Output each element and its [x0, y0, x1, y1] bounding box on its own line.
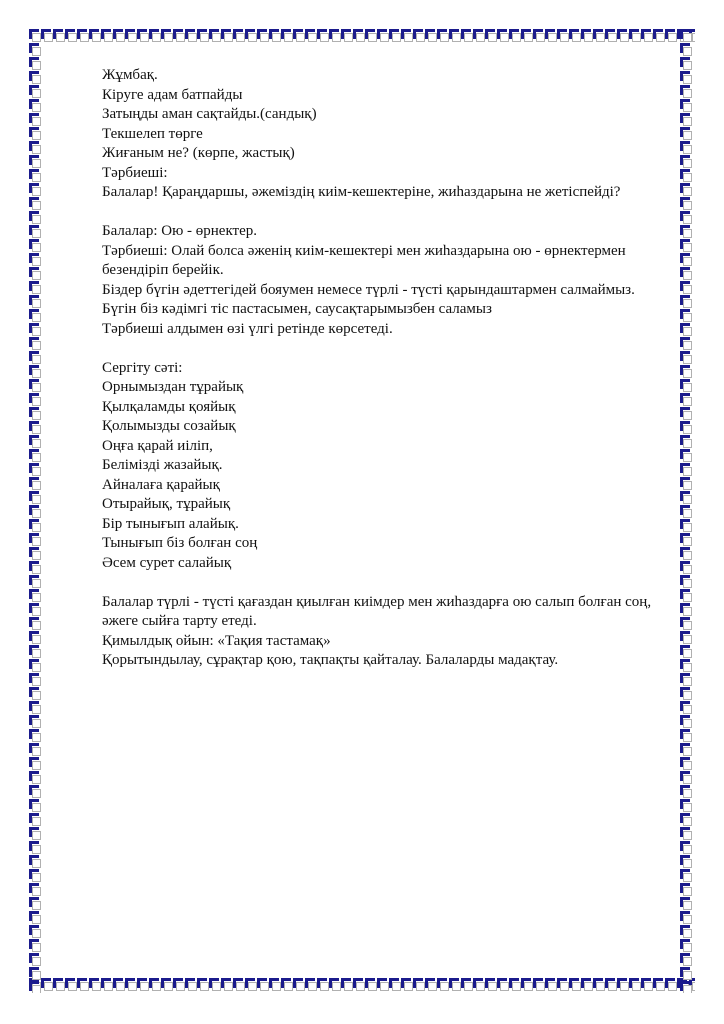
border-bracket-icon	[680, 673, 696, 687]
border-bracket-icon	[29, 617, 45, 631]
border-bracket-icon	[437, 29, 449, 45]
border-bracket-icon	[629, 29, 641, 45]
border-bracket-icon	[425, 29, 437, 45]
text-line: Белімізді жазайық.	[102, 457, 223, 473]
paragraph	[102, 66, 677, 203]
border-bracket-icon	[680, 71, 696, 85]
text-line: Айналаға қарайық	[102, 476, 220, 493]
border-bracket-icon	[125, 29, 137, 45]
border-bracket-icon	[161, 29, 173, 45]
text-line: безендіріп берейік.	[102, 262, 224, 278]
border-bracket-icon	[29, 393, 45, 407]
border-bracket-icon	[461, 978, 473, 994]
border-bracket-icon	[137, 29, 149, 45]
border-bracket-icon	[353, 978, 365, 994]
border-bracket-icon	[680, 267, 696, 281]
border-bracket-icon	[680, 785, 696, 799]
border-bracket-icon	[101, 978, 113, 994]
border-bracket-icon	[29, 883, 45, 897]
border-bracket-icon	[680, 449, 696, 463]
border-bracket-icon	[680, 491, 696, 505]
border-bracket-icon	[29, 211, 45, 225]
text-line: Бүгін біз кәдімгі тіс пастасымен, саусақтарымызбен саламыз	[102, 301, 492, 317]
border-bracket-icon	[617, 29, 629, 45]
border-bracket-icon	[680, 127, 696, 141]
border-bracket-icon	[317, 29, 329, 45]
text-line: Тынығып біз болған соң	[102, 535, 258, 551]
border-bracket-icon	[149, 29, 161, 45]
border-bracket-icon	[185, 29, 197, 45]
border-bracket-icon	[680, 631, 696, 645]
border-bracket-icon	[29, 351, 45, 365]
border-bracket-icon	[680, 883, 696, 897]
border-bracket-icon	[29, 771, 45, 785]
border-bracket-icon	[221, 29, 233, 45]
border-bracket-icon	[365, 978, 377, 994]
paragraph	[102, 593, 677, 671]
border-bracket-icon	[29, 673, 45, 687]
text-line: Текшелеп төрге	[102, 125, 203, 142]
text-line: Балалар! Қараңдаршы, әжеміздің киім-кешектеріне, жиһаздарына не жетіспейді?	[102, 184, 621, 200]
text-line: Орнымыздан тұрайық	[102, 379, 244, 395]
border-bracket-icon	[680, 603, 696, 617]
border-bracket-icon	[29, 267, 45, 281]
border-bracket-icon	[269, 29, 281, 45]
border-bracket-icon	[77, 978, 89, 994]
border-bracket-icon	[509, 29, 521, 45]
border-bracket-icon	[629, 978, 641, 994]
border-bracket-icon	[389, 978, 401, 994]
border-bracket-icon	[29, 827, 45, 841]
border-bracket-icon	[680, 687, 696, 701]
page-border-right	[680, 29, 696, 993]
text-line: Кіруге адам батпайды	[102, 86, 243, 103]
border-bracket-icon	[29, 631, 45, 645]
border-bracket-icon	[680, 239, 696, 253]
border-bracket-icon	[665, 29, 677, 45]
border-bracket-icon	[680, 85, 696, 99]
border-bracket-icon	[29, 701, 45, 715]
border-bracket-icon	[29, 323, 45, 337]
border-bracket-icon	[149, 978, 161, 994]
border-bracket-icon	[680, 743, 696, 757]
border-bracket-icon	[29, 155, 45, 169]
border-bracket-icon	[680, 729, 696, 743]
border-bracket-icon	[680, 505, 696, 519]
border-bracket-icon	[29, 869, 45, 883]
border-bracket-icon	[29, 169, 45, 183]
border-bracket-icon	[29, 897, 45, 911]
border-bracket-icon	[341, 29, 353, 45]
border-bracket-icon	[680, 939, 696, 953]
border-bracket-icon	[29, 463, 45, 477]
border-bracket-icon	[680, 183, 696, 197]
border-bracket-icon	[29, 491, 45, 505]
border-bracket-icon	[545, 978, 557, 994]
border-bracket-icon	[29, 687, 45, 701]
border-bracket-icon	[680, 981, 696, 993]
border-bracket-icon	[29, 57, 45, 71]
border-bracket-icon	[317, 978, 329, 994]
border-bracket-icon	[29, 533, 45, 547]
border-bracket-icon	[680, 309, 696, 323]
border-bracket-icon	[680, 29, 696, 43]
border-bracket-icon	[125, 978, 137, 994]
border-bracket-icon	[680, 925, 696, 939]
border-bracket-icon	[185, 978, 197, 994]
document-body	[102, 66, 677, 671]
border-bracket-icon	[29, 421, 45, 435]
text-line: Қылқаламды қояйық	[102, 398, 236, 415]
border-bracket-icon	[581, 978, 593, 994]
border-bracket-icon	[680, 659, 696, 673]
border-bracket-icon	[29, 365, 45, 379]
page-border-left	[29, 29, 45, 993]
border-bracket-icon	[233, 978, 245, 994]
border-bracket-icon	[173, 978, 185, 994]
paragraph	[102, 359, 677, 574]
border-bracket-icon	[29, 715, 45, 729]
border-bracket-icon	[680, 337, 696, 351]
border-bracket-icon	[29, 85, 45, 99]
border-bracket-icon	[569, 978, 581, 994]
border-bracket-icon	[29, 379, 45, 393]
border-bracket-icon	[680, 323, 696, 337]
border-bracket-icon	[29, 953, 45, 967]
border-bracket-icon	[449, 29, 461, 45]
border-bracket-icon	[197, 29, 209, 45]
text-line: Отырайық, тұрайық	[102, 496, 231, 512]
border-bracket-icon	[509, 978, 521, 994]
border-bracket-icon	[680, 533, 696, 547]
border-bracket-icon	[485, 978, 497, 994]
text-line: Сергіту сәті:	[102, 359, 183, 376]
border-bracket-icon	[29, 29, 45, 43]
border-bracket-icon	[680, 799, 696, 813]
border-bracket-icon	[680, 757, 696, 771]
border-bracket-icon	[425, 978, 437, 994]
border-bracket-icon	[680, 57, 696, 71]
border-bracket-icon	[221, 978, 233, 994]
border-bracket-icon	[29, 43, 45, 57]
border-bracket-icon	[161, 978, 173, 994]
border-bracket-icon	[293, 978, 305, 994]
border-bracket-icon	[29, 981, 45, 993]
border-bracket-icon	[53, 978, 65, 994]
border-bracket-icon	[545, 29, 557, 45]
border-bracket-icon	[29, 197, 45, 211]
border-bracket-icon	[65, 978, 77, 994]
page-border-bottom	[29, 978, 695, 994]
border-bracket-icon	[29, 225, 45, 239]
border-bracket-icon	[29, 561, 45, 575]
border-bracket-icon	[29, 925, 45, 939]
border-bracket-icon	[29, 505, 45, 519]
border-bracket-icon	[557, 29, 569, 45]
border-bracket-icon	[29, 785, 45, 799]
border-bracket-icon	[680, 869, 696, 883]
border-bracket-icon	[281, 978, 293, 994]
border-bracket-icon	[29, 757, 45, 771]
border-bracket-icon	[257, 978, 269, 994]
text-line: Затыңды аман сақтайды.(сандық)	[102, 106, 317, 122]
border-bracket-icon	[29, 575, 45, 589]
border-bracket-icon	[29, 281, 45, 295]
border-bracket-icon	[329, 978, 341, 994]
border-bracket-icon	[29, 253, 45, 267]
border-bracket-icon	[89, 978, 101, 994]
border-bracket-icon	[209, 978, 221, 994]
border-bracket-icon	[305, 29, 317, 45]
border-bracket-icon	[29, 659, 45, 673]
border-bracket-icon	[593, 29, 605, 45]
border-bracket-icon	[113, 978, 125, 994]
border-bracket-icon	[593, 978, 605, 994]
border-bracket-icon	[461, 29, 473, 45]
text-line: Бір тынығып алайық.	[102, 515, 239, 532]
border-bracket-icon	[29, 939, 45, 953]
border-bracket-icon	[680, 253, 696, 267]
border-bracket-icon	[680, 281, 696, 295]
border-bracket-icon	[521, 29, 533, 45]
border-bracket-icon	[305, 978, 317, 994]
border-bracket-icon	[665, 978, 677, 994]
border-bracket-icon	[449, 978, 461, 994]
text-line: Тәрбиеші: Олай болса әженің киім-кешектері мен жиһаздарына ою - өрнектермен	[102, 242, 626, 259]
border-bracket-icon	[29, 309, 45, 323]
border-bracket-icon	[680, 617, 696, 631]
border-bracket-icon	[29, 449, 45, 463]
border-bracket-icon	[680, 967, 696, 981]
border-bracket-icon	[641, 978, 653, 994]
border-bracket-icon	[680, 463, 696, 477]
border-bracket-icon	[29, 645, 45, 659]
border-bracket-icon	[680, 113, 696, 127]
text-line: Біздер бүгін әдеттегідей бояумен немесе түрлі - түсті қарындаштармен салмаймыз.	[102, 281, 635, 298]
text-line: Тәрбиеші алдымен өзі үлгі ретінде көрсетеді.	[102, 320, 393, 337]
border-bracket-icon	[29, 799, 45, 813]
paragraph	[102, 222, 677, 339]
border-bracket-icon	[113, 29, 125, 45]
text-line: Жиғаным не? (көрпе, жастық)	[102, 145, 295, 161]
border-bracket-icon	[680, 519, 696, 533]
border-bracket-icon	[413, 978, 425, 994]
border-bracket-icon	[473, 978, 485, 994]
text-line: Қорытындылау, сұрақтар қою, тақпақты қайталау. Балаларды мадақтау.	[102, 652, 559, 668]
border-bracket-icon	[365, 29, 377, 45]
border-bracket-icon	[173, 29, 185, 45]
border-bracket-icon	[29, 239, 45, 253]
text-line: Қимылдық ойын: «Тақия тастамақ»	[102, 632, 331, 649]
border-bracket-icon	[653, 978, 665, 994]
text-line: Әсем сурет салайық	[102, 554, 232, 571]
border-bracket-icon	[680, 379, 696, 393]
text-line: Балалар түрлі - түсті қағаздан қиылған киімдер мен жиһаздарға ою салып болған соң,	[102, 593, 652, 610]
border-bracket-icon	[29, 967, 45, 981]
border-bracket-icon	[77, 29, 89, 45]
border-bracket-icon	[653, 29, 665, 45]
border-bracket-icon	[29, 547, 45, 561]
border-bracket-icon	[680, 841, 696, 855]
border-bracket-icon	[245, 29, 257, 45]
border-bracket-icon	[473, 29, 485, 45]
border-bracket-icon	[29, 295, 45, 309]
border-bracket-icon	[680, 295, 696, 309]
text-line: Балалар: Ою - өрнектер.	[102, 223, 258, 239]
border-bracket-icon	[137, 978, 149, 994]
border-bracket-icon	[680, 813, 696, 827]
border-bracket-icon	[680, 827, 696, 841]
border-bracket-icon	[29, 99, 45, 113]
border-bracket-icon	[680, 855, 696, 869]
border-bracket-icon	[680, 211, 696, 225]
border-bracket-icon	[29, 183, 45, 197]
border-bracket-icon	[680, 351, 696, 365]
border-bracket-icon	[257, 29, 269, 45]
border-bracket-icon	[680, 169, 696, 183]
border-bracket-icon	[437, 978, 449, 994]
border-bracket-icon	[377, 978, 389, 994]
page-border-top	[29, 29, 695, 45]
border-bracket-icon	[53, 29, 65, 45]
border-bracket-icon	[680, 99, 696, 113]
border-bracket-icon	[680, 435, 696, 449]
border-bracket-icon	[29, 407, 45, 421]
border-bracket-icon	[29, 337, 45, 351]
border-bracket-icon	[245, 978, 257, 994]
border-bracket-icon	[680, 421, 696, 435]
border-bracket-icon	[29, 71, 45, 85]
border-bracket-icon	[533, 978, 545, 994]
border-bracket-icon	[680, 953, 696, 967]
border-bracket-icon	[29, 603, 45, 617]
border-bracket-icon	[65, 29, 77, 45]
border-bracket-icon	[680, 589, 696, 603]
border-bracket-icon	[101, 29, 113, 45]
border-bracket-icon	[641, 29, 653, 45]
text-line: Қолымызды созайық	[102, 418, 236, 434]
border-bracket-icon	[401, 29, 413, 45]
border-bracket-icon	[29, 127, 45, 141]
text-line: Тәрбиеші:	[102, 164, 168, 181]
border-bracket-icon	[680, 911, 696, 925]
text-line: Жұмбақ.	[102, 67, 158, 83]
border-bracket-icon	[29, 855, 45, 869]
text-line: Оңға қарай иіліп,	[102, 437, 213, 454]
border-bracket-icon	[680, 645, 696, 659]
border-bracket-icon	[680, 393, 696, 407]
border-bracket-icon	[401, 978, 413, 994]
border-bracket-icon	[680, 477, 696, 491]
border-bracket-icon	[497, 29, 509, 45]
text-line: әжеге сыйға тарту етеді.	[102, 613, 257, 629]
border-bracket-icon	[29, 911, 45, 925]
border-bracket-icon	[29, 729, 45, 743]
border-bracket-icon	[680, 897, 696, 911]
border-bracket-icon	[209, 29, 221, 45]
border-bracket-icon	[293, 29, 305, 45]
border-bracket-icon	[29, 519, 45, 533]
border-bracket-icon	[581, 29, 593, 45]
border-bracket-icon	[569, 29, 581, 45]
border-bracket-icon	[680, 365, 696, 379]
border-bracket-icon	[281, 29, 293, 45]
border-bracket-icon	[389, 29, 401, 45]
border-bracket-icon	[680, 43, 696, 57]
border-bracket-icon	[29, 435, 45, 449]
border-bracket-icon	[29, 841, 45, 855]
border-bracket-icon	[680, 197, 696, 211]
border-bracket-icon	[197, 978, 209, 994]
border-bracket-icon	[341, 978, 353, 994]
border-bracket-icon	[680, 155, 696, 169]
border-bracket-icon	[680, 225, 696, 239]
border-bracket-icon	[377, 29, 389, 45]
border-bracket-icon	[29, 113, 45, 127]
border-bracket-icon	[557, 978, 569, 994]
border-bracket-icon	[617, 978, 629, 994]
border-bracket-icon	[680, 575, 696, 589]
border-bracket-icon	[29, 813, 45, 827]
border-bracket-icon	[29, 477, 45, 491]
border-bracket-icon	[89, 29, 101, 45]
border-bracket-icon	[680, 561, 696, 575]
border-bracket-icon	[680, 701, 696, 715]
border-bracket-icon	[605, 978, 617, 994]
border-bracket-icon	[353, 29, 365, 45]
border-bracket-icon	[497, 978, 509, 994]
border-bracket-icon	[680, 547, 696, 561]
border-bracket-icon	[533, 29, 545, 45]
border-bracket-icon	[485, 29, 497, 45]
border-bracket-icon	[521, 978, 533, 994]
border-bracket-icon	[329, 29, 341, 45]
border-bracket-icon	[29, 141, 45, 155]
border-bracket-icon	[29, 589, 45, 603]
border-bracket-icon	[413, 29, 425, 45]
border-bracket-icon	[680, 715, 696, 729]
border-bracket-icon	[680, 407, 696, 421]
border-bracket-icon	[605, 29, 617, 45]
border-bracket-icon	[233, 29, 245, 45]
border-bracket-icon	[680, 141, 696, 155]
border-bracket-icon	[29, 743, 45, 757]
border-bracket-icon	[269, 978, 281, 994]
border-bracket-icon	[680, 771, 696, 785]
